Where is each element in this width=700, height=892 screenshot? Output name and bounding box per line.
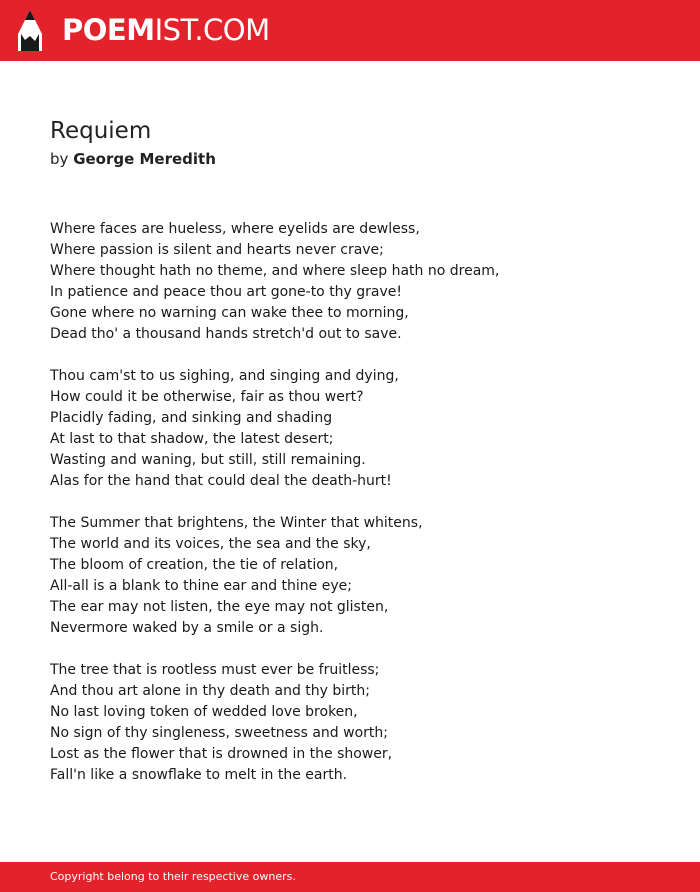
poem-line: Where passion is silent and hearts never crave; <box>50 242 384 258</box>
poem-line: No last loving token of wedded love broken, <box>50 704 358 720</box>
site-footer <box>0 862 700 892</box>
poem-line: And thou art alone in thy death and thy birth; <box>50 683 370 699</box>
poem-line: The Summer that brightens, the Winter that whitens, <box>50 515 423 531</box>
poem-line: How could it be otherwise, fair as thou wert? <box>50 389 364 405</box>
poem-line: Nevermore waked by a smile or a sigh. <box>50 620 324 636</box>
poem-line: In patience and peace thou art gone-to thy grave! <box>50 284 403 300</box>
stanza-3 <box>50 513 670 639</box>
poem-line: Gone where no warning can wake thee to morning, <box>50 305 409 321</box>
poem-line: The bloom of creation, the tie of relation, <box>50 557 339 573</box>
poem-line: Where thought hath no theme, and where sleep hath no dream, <box>50 263 500 279</box>
stanza-4 <box>50 660 670 786</box>
poem-line: Alas for the hand that could deal the death-hurt! <box>50 473 392 489</box>
poem-line: Dead tho' a thousand hands stretch'd out to save. <box>50 326 402 342</box>
poem-line: Thou cam'st to us sighing, and singing and dying, <box>50 368 399 384</box>
pencil-logo-icon[interactable] <box>18 10 42 51</box>
logo-text-bold: POEM <box>62 13 155 47</box>
site-logo-link[interactable] <box>62 12 270 48</box>
poem-byline <box>50 148 216 170</box>
byline-prefix: by <box>50 150 69 168</box>
poem-line: The world and its voices, the sea and the sky, <box>50 536 371 552</box>
stanza-2 <box>50 366 670 492</box>
poem-line: Fall'n like a snowflake to melt in the earth. <box>50 767 348 783</box>
poem-line: Where faces are hueless, where eyelids are dewless, <box>50 221 420 237</box>
poem-line: The tree that is rootless must ever be fruitless; <box>50 662 380 678</box>
poem-line: No sign of thy singleness, sweetness and worth; <box>50 725 388 741</box>
poem-body <box>50 219 670 807</box>
copyright-notice: Copyright belong to their respective owners. <box>50 870 296 883</box>
poem-line: Wasting and waning, but still, still remaining. <box>50 452 366 468</box>
logo-text-light: IST.COM <box>154 13 270 47</box>
stanza-1 <box>50 219 670 345</box>
poem-title: Requiem <box>50 118 152 144</box>
poem-line: Lost as the flower that is drowned in the shower, <box>50 746 393 762</box>
poem-line: Placidly fading, and sinking and shading <box>50 410 333 426</box>
poem-line: The ear may not listen, the eye may not glisten, <box>50 599 389 615</box>
poem-author-link[interactable]: George Meredith <box>73 150 216 168</box>
poem-line: All-all is a blank to thine ear and thine eye; <box>50 578 352 594</box>
poem-line: At last to that shadow, the latest desert; <box>50 431 334 447</box>
site-header <box>0 0 700 61</box>
